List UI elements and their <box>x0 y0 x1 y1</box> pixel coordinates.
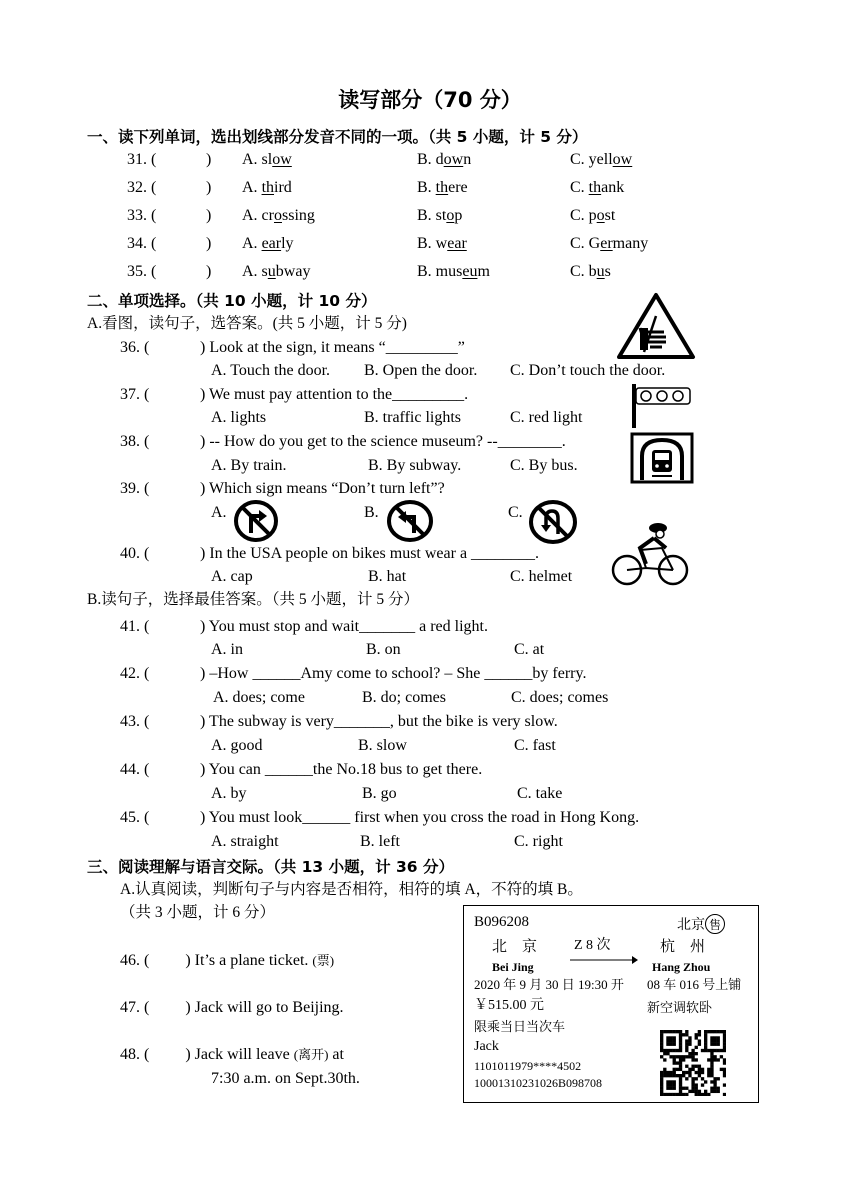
q33-number: 33. ( <box>127 207 157 224</box>
train-ticket <box>463 905 759 1103</box>
traffic-light-icon <box>628 382 692 428</box>
q34-number: 34. ( <box>127 235 157 252</box>
ticket-train-no: Z 8 次 <box>574 938 611 953</box>
ticket-id: 1101011979****4502 <box>474 1059 582 1073</box>
q36-number: 36. ( <box>120 339 150 356</box>
q43-stem: ) The subway is very_______, but the bike is very slow. <box>200 713 558 730</box>
q45-option-b: B. left <box>360 833 400 850</box>
q43-number: 43. ( <box>120 713 150 730</box>
q41-number: 41. ( <box>120 618 150 635</box>
q47: 47. ( ) Jack will go to Beijing. <box>120 999 344 1016</box>
section-2a-heading: A.看图，读句子，选答案。(共 5 小题，计 5 分) <box>87 315 407 332</box>
option-c: C. bus <box>570 263 611 280</box>
q45-option-a: A. straight <box>211 833 279 850</box>
no-touch-sign-icon <box>616 292 696 360</box>
q43-option-a: A. good <box>211 737 263 754</box>
underlined-part: eu <box>462 263 478 280</box>
ticket-from-en: Bei Jing <box>492 960 534 974</box>
no-left-turn-sign-icon <box>386 500 434 542</box>
q37-option-c: C. red light <box>510 409 583 426</box>
option-c: C. thank <box>570 179 625 196</box>
q45-option-c: C. right <box>514 833 563 850</box>
q37-number: 37. ( <box>120 386 150 403</box>
underlined-part: o <box>446 207 455 224</box>
q43-option-b: B. slow <box>358 737 407 754</box>
q42-option-b: B. do; comes <box>362 689 446 706</box>
option-b: B. museum <box>417 263 490 280</box>
q45-number: 45. ( <box>120 809 150 826</box>
q39-option-c: C. <box>508 504 523 521</box>
answer-blank-34[interactable]: ) <box>206 235 212 252</box>
ticket-class: 新空调软卧 <box>647 1000 713 1015</box>
q39-option-a: A. <box>211 504 227 521</box>
ticket-from-cn: 北 京 <box>492 937 538 955</box>
underlined-part: o <box>596 207 605 224</box>
option-a: A. early <box>242 235 294 252</box>
option-c: C. Germany <box>570 235 649 252</box>
q40-number: 40. ( <box>120 545 150 562</box>
ticket-station: 北京 售 <box>677 914 725 934</box>
option-a: A. subway <box>242 263 311 280</box>
ticket-to-cn: 杭 州 <box>660 937 706 955</box>
section-3a-heading: A.认真阅读，判断句子与内容是否相符，相符的填 A，不符的填 B。 <box>120 881 583 898</box>
q35-number: 35. ( <box>127 263 157 280</box>
q31-number: 31. ( <box>127 151 157 168</box>
q48-line2: 7:30 a.m. on Sept.30th. <box>211 1070 360 1087</box>
ticket-name: Jack <box>474 1039 499 1054</box>
subway-sign-icon <box>630 432 694 484</box>
section-2-heading: 二、单项选择。（共 10 小题，计 10 分） <box>87 292 377 310</box>
q37-option-a: A. lights <box>211 409 267 426</box>
q48: 48. ( ) Jack will leave (离开) at <box>120 1046 344 1063</box>
underlined-part: er <box>600 235 613 252</box>
option-c: C. post <box>570 207 616 224</box>
option-c: C. yellow <box>570 151 633 168</box>
answer-blank-32[interactable]: ) <box>206 179 212 196</box>
cyclist-icon <box>610 518 690 588</box>
q39-option-b: B. <box>364 504 379 521</box>
q38-option-a: A. By train. <box>211 457 287 474</box>
ticket-serial: 10001310231026B098708 <box>474 1076 603 1090</box>
q44-option-b: B. go <box>362 785 397 802</box>
q40-option-b: B. hat <box>368 568 407 585</box>
answer-blank-35[interactable]: ) <box>206 263 212 280</box>
answer-blank-33[interactable]: ) <box>206 207 212 224</box>
q37-stem: ) We must pay attention to the_________. <box>200 386 469 403</box>
q44-option-a: A. by <box>211 785 247 802</box>
q44-option-c: C. take <box>517 785 563 802</box>
q39-number: 39. ( <box>120 480 150 497</box>
underlined-part: o <box>273 207 282 224</box>
q43-option-c: C. fast <box>514 737 556 754</box>
section-1-heading: 一、读下列单词，选出划线部分发音不同的一项。（共 5 小题，计 5 分） <box>87 128 588 146</box>
underlined-part: th <box>261 179 275 196</box>
q36-option-a: A. Touch the door. <box>211 362 331 379</box>
q37-option-b: B. traffic lights <box>364 409 462 426</box>
q32-number: 32. ( <box>127 179 157 196</box>
q36-option-c: C. Don’t touch the door. <box>510 362 666 379</box>
section-2b-heading: B.读句子，选择最佳答案。（共 5 小题，计 5 分） <box>87 591 419 608</box>
underlined-part: ear <box>261 235 282 252</box>
q38-option-b: B. By subway. <box>368 457 462 474</box>
ticket-code: B096208 <box>474 914 530 930</box>
underlined-part: ear <box>447 235 467 252</box>
answer-blank-31[interactable]: ) <box>206 151 212 168</box>
q40-option-c: C. helmet <box>510 568 573 585</box>
underlined-part: th <box>588 179 602 196</box>
ticket-price: ￥515.00 元 <box>474 998 544 1013</box>
q44-number: 44. ( <box>120 761 150 778</box>
ticket-limit: 限乘当日当次车 <box>474 1019 566 1034</box>
section-3-heading: 三、阅读理解与语言交际。（共 13 小题，计 36 分） <box>87 858 454 876</box>
ticket-seat: 08 车 016 号上铺 <box>647 977 742 992</box>
q40-option-a: A. cap <box>211 568 253 585</box>
q38-number: 38. ( <box>120 433 150 450</box>
option-b: B. there <box>417 179 468 196</box>
underlined-part: ow <box>443 151 464 168</box>
q39-stem: ) Which sign means “Don’t turn left”? <box>200 480 445 497</box>
ticket-arrow <box>570 955 638 965</box>
q36-option-b: B. Open the door. <box>364 362 478 379</box>
no-right-turn-sign-icon <box>233 500 279 542</box>
q38-stem: ) -- How do you get to the science museum? --________. <box>200 433 566 450</box>
q40-stem: ) In the USA people on bikes must wear a ________. <box>200 545 540 562</box>
q41-option-c: C. at <box>514 641 545 658</box>
option-a: A. third <box>242 179 292 196</box>
page-title: 读写部分（70 分） <box>338 88 522 112</box>
q42-number: 42. ( <box>120 665 150 682</box>
ticket-to-en: Hang Zhou <box>652 960 711 974</box>
q41-option-a: A. in <box>211 641 243 658</box>
q41-option-b: B. on <box>366 641 401 658</box>
q42-option-a: A. does; come <box>213 689 305 706</box>
no-u-turn-sign-icon <box>528 500 578 544</box>
ticket-datetime: 2020 年 9 月 30 日 19:30 开 <box>474 977 624 992</box>
q36-stem: ) Look at the sign, it means “_________” <box>200 339 465 356</box>
q44-stem: ) You can ______the No.18 bus to get there. <box>200 761 483 778</box>
underlined-part: ow <box>612 151 633 168</box>
q38-option-c: C. By bus. <box>510 457 578 474</box>
q45-stem: ) You must look______ first when you cross the road in Hong Kong. <box>200 809 640 826</box>
q41-stem: ) You must stop and wait_______ a red light. <box>200 618 488 635</box>
q42-stem: ) –How ______Amy come to school? – She ______by ferry. <box>200 665 587 682</box>
option-b: B. down <box>417 151 472 168</box>
underlined-part: u <box>267 263 276 280</box>
underlined-part: th <box>435 179 449 196</box>
section-3a-points: （共 3 小题，计 6 分） <box>120 904 276 921</box>
q46: 46. ( ) It’s a plane ticket. (票) <box>120 952 335 969</box>
underlined-part: u <box>596 263 605 280</box>
qr-code-icon <box>660 1030 726 1096</box>
option-a: A. slow <box>242 151 292 168</box>
q42-option-c: C. does; comes <box>511 689 609 706</box>
sell-stamp: 售 <box>705 914 725 934</box>
option-a: A. crossing <box>242 207 315 224</box>
option-b: B. wear <box>417 235 467 252</box>
underlined-part: ow <box>272 151 292 168</box>
option-b: B. stop <box>417 207 463 224</box>
